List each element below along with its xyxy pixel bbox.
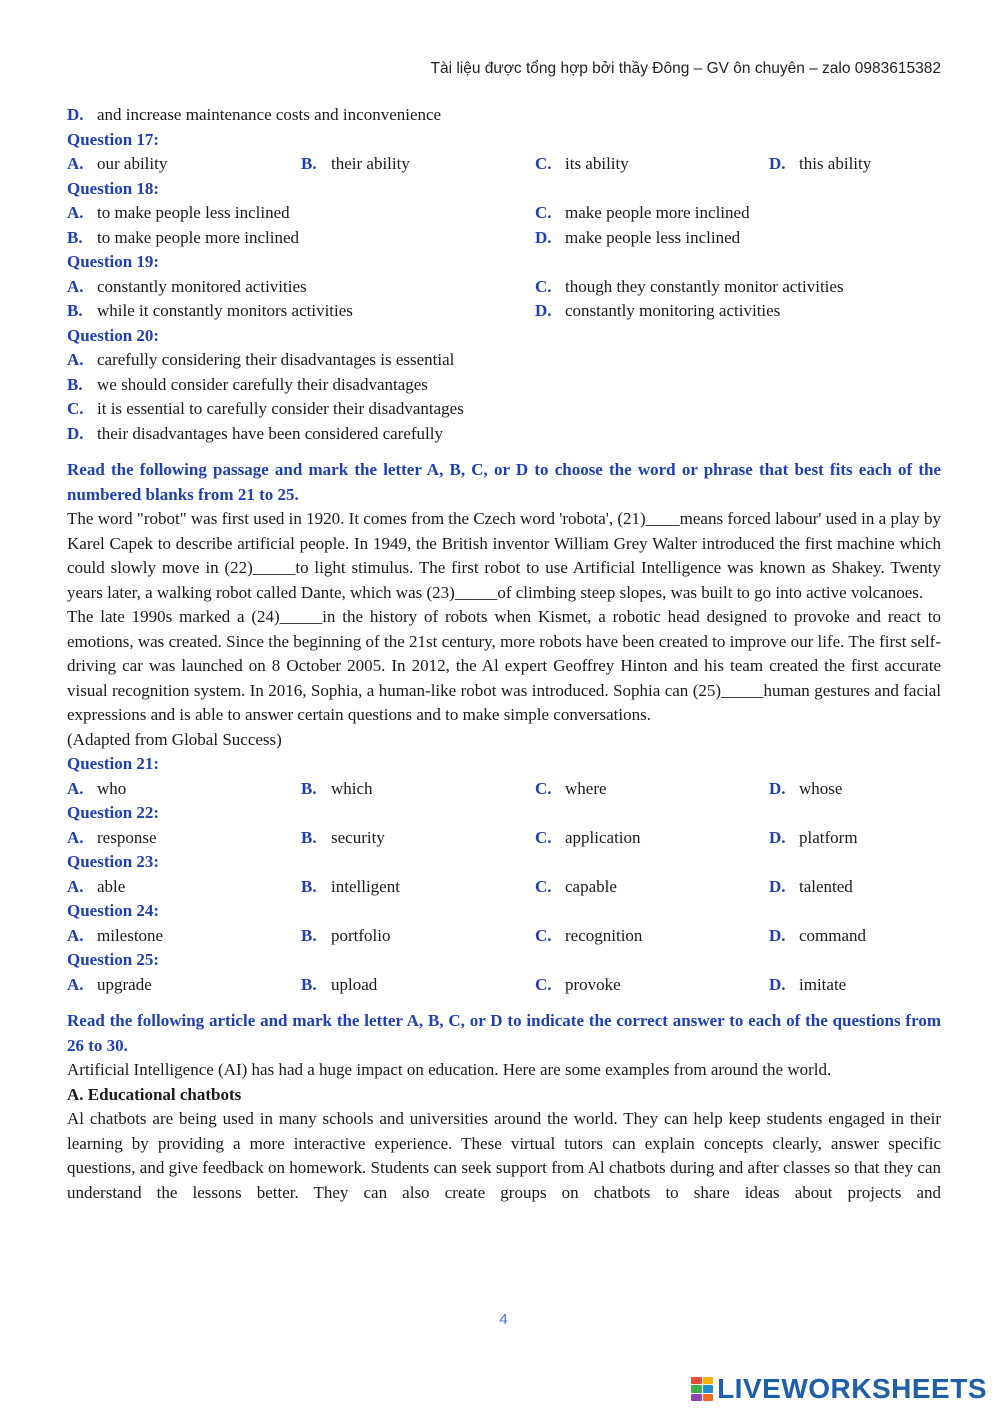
article-intro: Artificial Intelligence (AI) has had a huge impact on education. Here are some examples from around the world. [67, 1060, 832, 1079]
q22-option-d[interactable]: D. platform [769, 827, 858, 847]
liveworksheets-brand[interactable] [691, 1374, 987, 1404]
question-21-title: Question 21: [67, 754, 160, 773]
q23-option-a[interactable]: A. able [67, 876, 126, 896]
q23-option-c[interactable]: C. capable [535, 876, 617, 896]
question-24-title: Question 24: [67, 901, 160, 920]
q17-option-a[interactable]: A. our ability [67, 154, 168, 173]
q23-option-d[interactable]: D. talented [769, 876, 853, 896]
question-21-options [67, 777, 941, 802]
question-19-options-row1 [67, 275, 941, 300]
q22-option-a[interactable]: A. response [67, 827, 157, 847]
q18-option-d[interactable]: D. make people less inclined [535, 227, 741, 247]
question-19-options-row2 [67, 299, 941, 324]
worksheet-content [67, 103, 941, 1205]
option-label: D. [67, 105, 84, 124]
q20-option-b[interactable]: B. we should consider carefully their disadvantages [67, 374, 428, 394]
q25-option-d[interactable]: D. imitate [769, 974, 847, 994]
article-paragraph-1: Al chatbots are being used in many schools and universities around the world. They can help keep students engaged in their learning by providing a more interactive experience. These virtual tutors can explain concepts clearly, answer specific questions, and give feedback on homework. Students can seek support from Al chatbots during and after classes so that they can understand the lessons better. They can also create groups on chatbots to share ideas about projects and [67, 1109, 941, 1202]
question-25-title: Question 25: [67, 950, 160, 969]
question-22-options [67, 826, 941, 851]
page-header: Tài liệu được tổng hợp bởi thầy Đông – GV ôn chuyên – zalo 0983615382 [430, 60, 941, 77]
q16-option-d [67, 103, 941, 128]
q17-option-b[interactable]: B. their ability [301, 154, 410, 173]
question-18-title: Question 18: [67, 178, 160, 198]
q21-option-b[interactable]: B. which [301, 778, 373, 798]
q18-option-a[interactable]: A. to make people less inclined [67, 203, 290, 222]
q20-option-d[interactable]: D. their disadvantages have been considered carefully [67, 423, 443, 443]
q24-option-d[interactable]: D. command [769, 925, 867, 945]
section-2-instruction: Read the following passage and mark the letter A, B, C, or D to choose the word or phrase that best fits each of the numbered blanks from 21 to 25. [67, 460, 941, 504]
question-23-title: Question 23: [67, 852, 160, 871]
brand-name: LIVEWORKSHEETS [717, 1373, 987, 1404]
q25-option-c[interactable]: C. provoke [535, 974, 621, 994]
q19-option-d[interactable]: D. constantly monitoring activities [535, 301, 781, 320]
q23-option-b[interactable]: B. intelligent [301, 876, 400, 896]
q18-option-c[interactable]: C. make people more inclined [535, 203, 750, 222]
q25-option-b[interactable]: B. upload [301, 974, 378, 994]
question-22-title: Question 22: [67, 803, 160, 822]
q19-option-b[interactable]: B. while it constantly monitors activities [67, 301, 353, 320]
q21-option-c[interactable]: C. where [535, 778, 607, 798]
q17-option-c[interactable]: C. its ability [535, 154, 629, 173]
section-3-instruction: Read the following article and mark the letter A, B, C, or D to indicate the correct answer to each of the questions from 26 to 30. [67, 1011, 941, 1055]
q20-option-a[interactable]: A. carefully considering their disadvantages is essential [67, 350, 455, 369]
option-text: and increase maintenance costs and inconvenience [97, 105, 442, 124]
q22-option-c[interactable]: C. application [535, 827, 641, 847]
question-18-options-row2 [67, 226, 941, 251]
question-18-options-row1 [67, 201, 941, 226]
q24-option-c[interactable]: C. recognition [535, 925, 643, 945]
question-23-options [67, 875, 941, 900]
q25-option-a[interactable]: A. upgrade [67, 974, 152, 994]
q20-option-c[interactable]: C. it is essential to carefully consider their disadvantages [67, 399, 464, 418]
passage-paragraph-1: The word "robot" was first used in 1920. It comes from the Czech word 'robota', (21)____means forced labour' used in a play by Karel Capek to describe artificial people. In 1949, the British inventor William Grey Walter introduced the first machine which could slowly move in (22)_____to light stimulus. The first robot to use Artificial Intelligence was known as Shakey. Twenty years later, a walking robot called Dante, which was (23)_____of climbing steep slopes, was built to go into active volcanoes. [67, 509, 941, 602]
question-19-title: Question 19: [67, 252, 160, 271]
q17-option-d[interactable]: D. this ability [769, 154, 872, 173]
question-17-title: Question 17: [67, 129, 160, 149]
q19-option-c[interactable]: C. though they constantly monitor activities [535, 276, 844, 296]
q18-option-b[interactable]: B. to make people more inclined [67, 227, 300, 247]
liveworksheets-logo-icon [691, 1377, 713, 1401]
q24-option-a[interactable]: A. milestone [67, 925, 164, 945]
passage-paragraph-2: The late 1990s marked a (24)_____in the history of robots when Kismet, a robotic head designed to provoke and react to emotions, was created. Since the beginning of the 21st century, more robots have been created to improve our life. The first self-driving car was launched on 8 October 2005. In 2012, the Al expert Geoffrey Hinton and his team created the first accurate visual recognition system. In 2016, Sophia, a human-like robot was introduced. Sophia can (25)_____human gestures and facial expressions and is able to answer certain questions and to make simple conversations. [67, 607, 941, 724]
q24-option-b[interactable]: B. portfolio [301, 925, 391, 945]
question-24-options [67, 924, 941, 949]
passage-source: (Adapted from Global Success) [67, 729, 282, 749]
page-number: 4 [499, 1311, 508, 1328]
q22-option-b[interactable]: B. security [301, 827, 385, 847]
question-25-options [67, 973, 941, 998]
q19-option-a[interactable]: A. constantly monitored activities [67, 276, 307, 296]
question-17-options [67, 152, 941, 177]
q21-option-d[interactable]: D. whose [769, 778, 843, 798]
article-subheading: A. Educational chatbots [67, 1084, 242, 1104]
question-20-title: Question 20: [67, 325, 160, 345]
q21-option-a[interactable]: A. who [67, 778, 127, 798]
